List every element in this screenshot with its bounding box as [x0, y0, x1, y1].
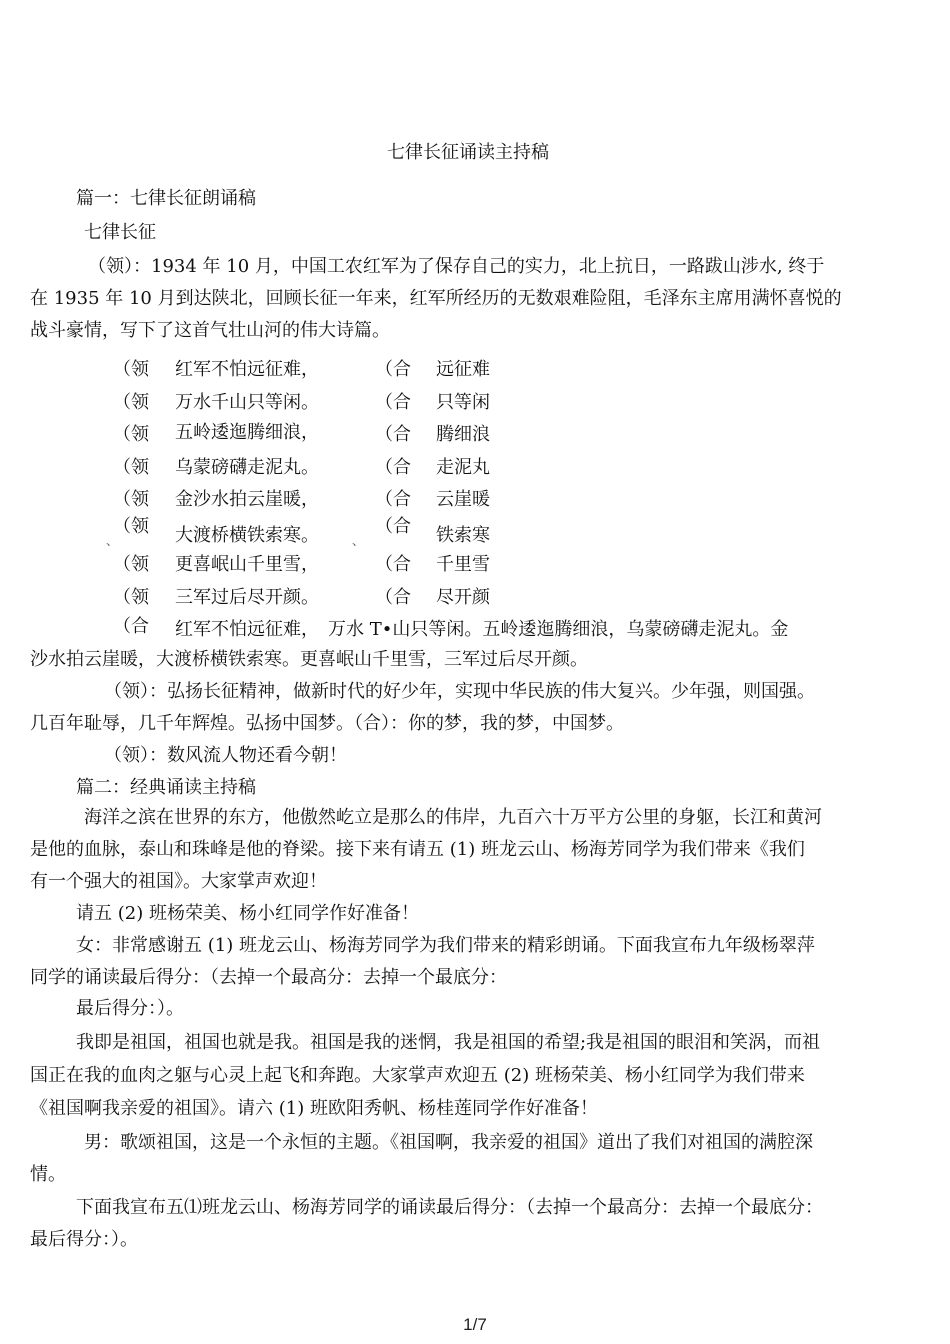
chorus-full-line: 红军不怕远征难， 万水 T•山只等闲。五岭逶迤腾细浪，乌蒙磅礴走泥丸。金 — [175, 619, 789, 640]
lead-marker: （领 — [113, 554, 149, 575]
chorus-marker: （合 — [375, 457, 411, 478]
body-line: 海洋之滨在世界的东方，他傲然屹立是那么的伟岸，九百六十万平方公里的身躯，长江和黄河 — [84, 807, 822, 828]
poem-line: 红军不怕远征难， — [175, 359, 319, 380]
lead-marker: （领 — [113, 359, 149, 380]
chorus-echo: 只等闲 — [436, 392, 490, 413]
chorus-marker: （合 — [375, 554, 411, 575]
chorus-marker: （合 — [375, 392, 411, 413]
lead-marker: （领 — [113, 516, 149, 537]
closing-line: （领）：数风流人物还看今朝！ — [104, 745, 347, 766]
chorus-echo: 铁索寒 — [436, 525, 490, 546]
lead-marker: （领 — [113, 457, 149, 478]
body-line: 情。 — [30, 1164, 66, 1185]
chorus-marker: （合 — [113, 616, 149, 637]
closing-line: 几百年耻辱，几千年辉煌。弘扬中国梦。（合）：你的梦，我的梦，中国梦。 — [30, 713, 624, 734]
chorus-echo: 远征难 — [436, 359, 490, 380]
body-line: 最后得分：）。 — [76, 998, 184, 1019]
chorus-echo: 千里雪 — [436, 554, 490, 575]
chorus-marker: （合 — [375, 489, 411, 510]
chorus-echo: 云崖暖 — [436, 489, 490, 510]
section-heading: 篇二：经典诵读主持稿 — [76, 777, 256, 798]
closing-line: （领）：弘扬长征精神，做新时代的好少年，实现中华民族的伟大复兴。少年强，则国强。 — [104, 681, 815, 702]
poem-line: 大渡桥横铁索寒。 — [175, 525, 319, 546]
chorus-marker: （合 — [375, 424, 411, 445]
chorus-echo: 腾细浪 — [436, 424, 490, 445]
mark-glyph: 、 — [106, 534, 119, 548]
body-line: 同学的诵读最后得分：（去掉一个最高分：去掉一个最底分： — [30, 967, 507, 988]
lead-marker: （领 — [113, 392, 149, 413]
poem-line: 五岭逶迤腾细浪， — [175, 422, 319, 443]
body-line: 请五 (2) 班杨荣美、杨小红同学作好准备！ — [76, 903, 419, 924]
section-heading: 篇一：七律长征朗诵稿 — [76, 188, 256, 209]
chorus-marker: （合 — [375, 516, 411, 537]
lead-marker: （领 — [113, 424, 149, 445]
poem-line: 万水千山只等闲。 — [175, 392, 319, 413]
body-line: 下面我宣布五⑴班龙云山、杨海芳同学的诵读最后得分：（去掉一个最高分：去掉一个最底分： — [76, 1197, 823, 1218]
page-number: 1/7 — [463, 1315, 487, 1334]
chorus-echo: 尽开颜 — [436, 587, 490, 608]
body-line: 国正在我的血肉之躯与心灵上起飞和奔跑。大家掌声欢迎五 (2) 班杨荣美、杨小红同学为我们带来 — [30, 1065, 805, 1086]
body-line: 有一个强大的祖国》。大家掌声欢迎！ — [30, 871, 327, 892]
chorus-echo: 走泥丸 — [436, 457, 490, 478]
lead-marker: （领 — [113, 489, 149, 510]
document-title: 七律长征诵读主持稿 — [387, 142, 549, 163]
poem-line: 更喜岷山千里雪， — [175, 554, 319, 575]
intro-line: 在 1935 年 10 月到达陕北，回顾长征一年来，红军所经历的无数艰难险阻，毛泽东主席用满怀喜悦的 — [30, 288, 842, 309]
poem-line: 三军过后尽开颜。 — [175, 587, 319, 608]
intro-line: （领）：1934 年 10 月，中国工农红军为了保存自己的实力，北上抗日，一路跋山涉水, 终于 — [88, 256, 825, 277]
body-line: 是他的血脉，泰山和珠峰是他的脊梁。接下来有请五 (1) 班龙云山、杨海芳同学为我们带来《我们 — [30, 839, 805, 860]
poem-line: 金沙水拍云崖暖， — [175, 489, 319, 510]
poem-line: 乌蒙磅礴走泥丸。 — [175, 457, 319, 478]
poem-title: 七律长征 — [84, 222, 156, 243]
intro-line: 战斗豪情，写下了这首气壮山河的伟大诗篇。 — [30, 320, 390, 341]
body-line: 我即是祖国，祖国也就是我。祖国是我的迷惘，我是祖国的希望;我是祖国的眼泪和笑涡，而祖 — [76, 1032, 821, 1053]
lead-marker: （领 — [113, 587, 149, 608]
body-line: 《祖国啊我亲爱的祖国》。请六 (1) 班欧阳秀帆、杨桂莲同学作好准备！ — [30, 1098, 598, 1119]
body-line: 最后得分：）。 — [30, 1229, 138, 1250]
body-line: 男：歌颂祖国，这是一个永恒的主题。《祖国啊，我亲爱的祖国》道出了我们对祖国的满腔深 — [84, 1132, 813, 1153]
mark-glyph: 、 — [352, 534, 365, 548]
chorus-marker: （合 — [375, 359, 411, 380]
chorus-full-line: 沙水拍云崖暖，大渡桥横铁索寒。更喜岷山千里雪，三军过后尽开颜。 — [30, 649, 588, 670]
chorus-marker: （合 — [375, 587, 411, 608]
body-line: 女：非常感谢五 (1) 班龙云山、杨海芳同学为我们带来的精彩朗诵。下面我宣布九年级杨翠萍 — [76, 935, 815, 956]
